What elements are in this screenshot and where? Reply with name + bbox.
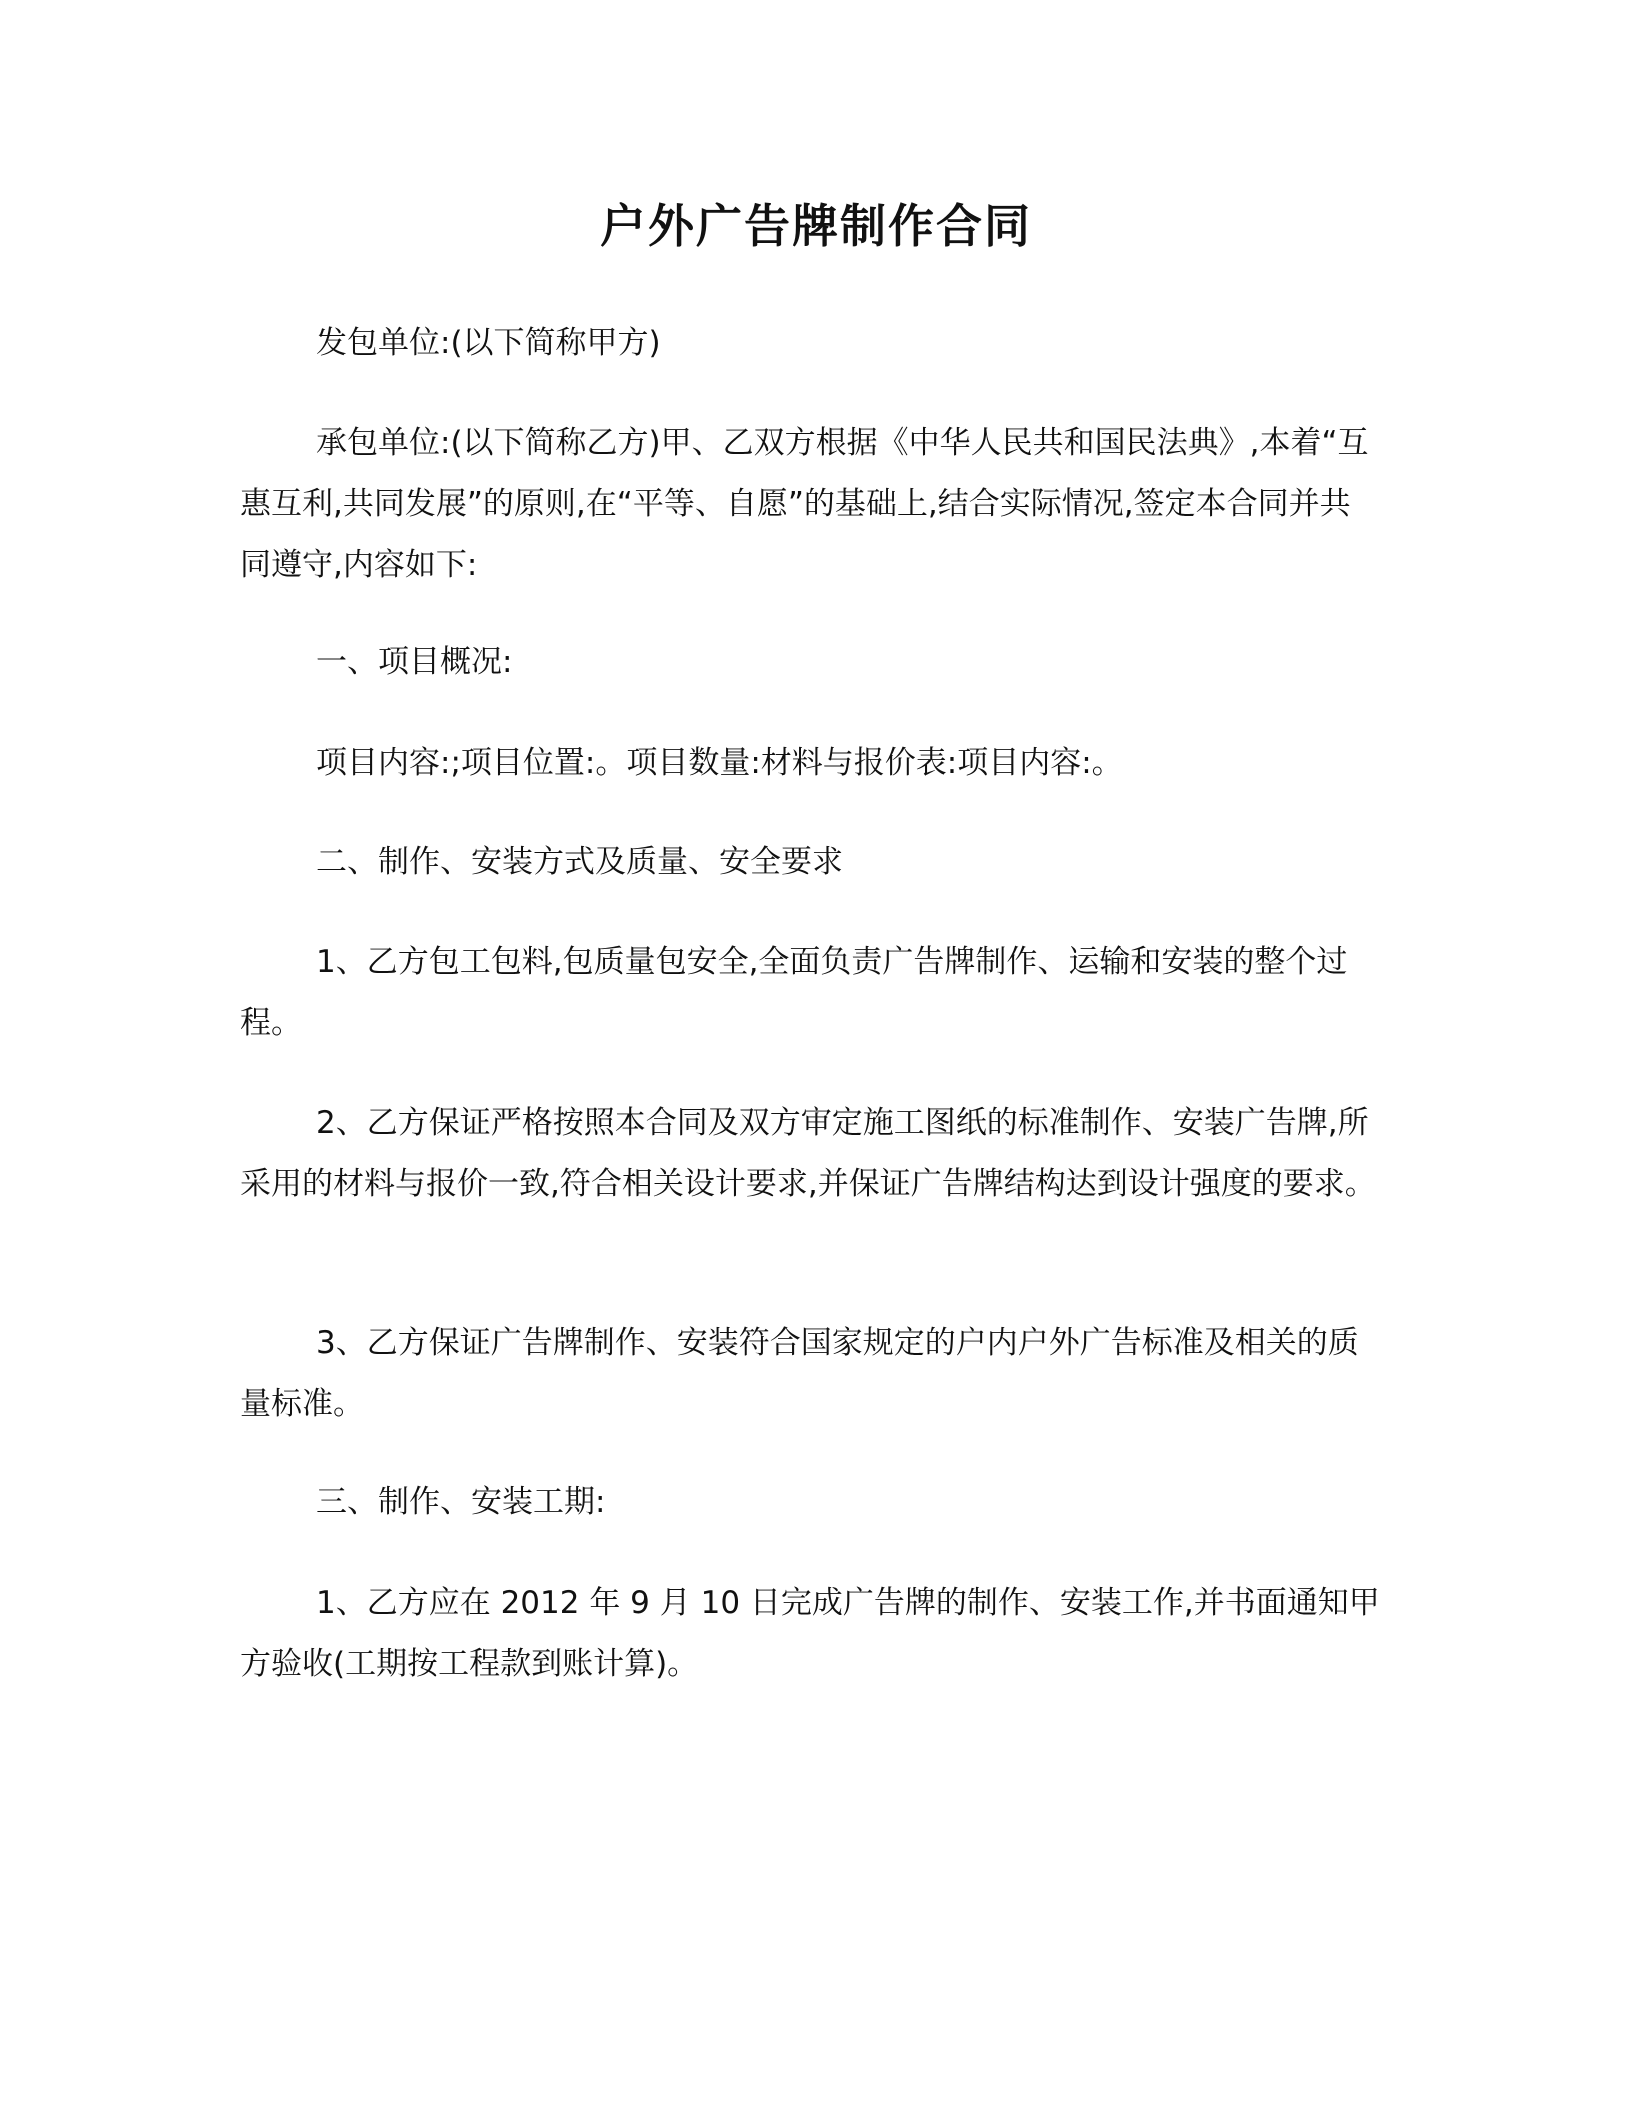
clause-2-1-paragraph: 1、乙方包工包料,包质量包安全,全面负责广告牌制作、运输和安装的整个过程。 [240,944,1348,1041]
document-title: 户外广告牌制作合同 [600,199,1032,253]
clause-2-3-paragraph: 3、乙方保证广告牌制作、安装符合国家规定的户内户外广告标准及相关的质量标准。 [240,1325,1359,1422]
clause-2-2-paragraph: 2、乙方保证严格按照本合同及双方审定施工图纸的标准制作、安装广告牌,所采用的材料与报价一致,符合相关设计要求,并保证广告牌结构达到设计强度的要求。 [240,1105,1376,1202]
section-1-heading: 一、项目概况: [316,644,513,680]
section-2-heading: 二、制作、安装方式及质量、安全要求 [316,844,843,880]
party-b-intro-paragraph: 承包单位:(以下简称乙方)甲、乙双方根据《中华人民共和国民法典》,本着“互惠互利,共同发展”的原则,在“平等、自愿”的基础上,结合实际情况,签定本合同并共同遵守,内容如下: [240,425,1369,583]
section-3-heading: 三、制作、安装工期: [316,1484,606,1520]
clause-3-1-paragraph: 1、乙方应在 2012 年 9 月 10 日完成广告牌的制作、安装工作,并书面通知甲方验收(工期按工程款到账计算)。 [240,1585,1380,1682]
project-details-paragraph: 项目内容:;项目位置:。项目数量:材料与报价表:项目内容:。 [316,745,1123,781]
party-a-line: 发包单位:(以下简称甲方) [316,325,661,361]
